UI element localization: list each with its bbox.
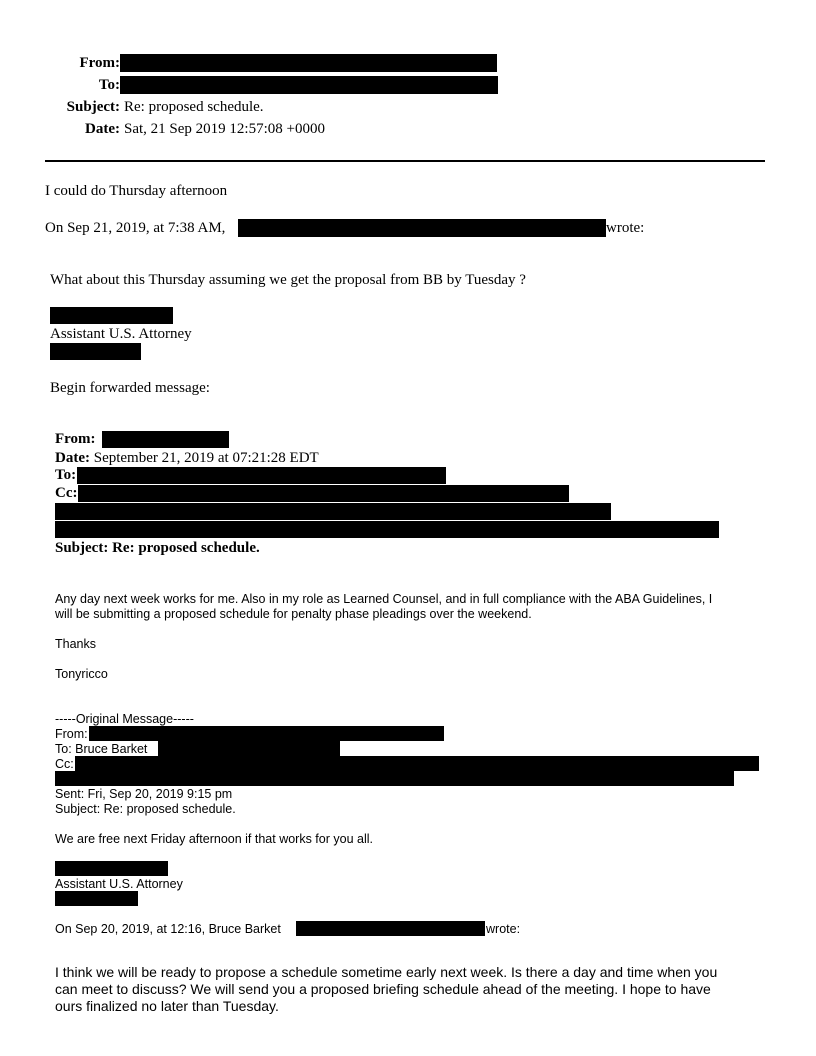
original-divider: -----Original Message----- (55, 712, 194, 726)
header-divider (45, 160, 765, 162)
date-value: Sat, 21 Sep 2019 12:57:08 +0000 (124, 121, 325, 137)
reply-text: I could do Thursday afternoon (45, 183, 228, 199)
redacted-sig-extra (50, 343, 141, 360)
redacted-orig-cc-1 (75, 756, 759, 771)
redacted-orig-sig-name (55, 861, 168, 876)
redacted-orig-to (158, 741, 340, 756)
redacted-sender (238, 219, 606, 237)
orig-sent: Sent: Fri, Sep 20, 2019 9:15 pm (55, 787, 233, 801)
quote-intro-pre: On Sep 21, 2019, at 7:38 AM, (45, 220, 226, 236)
redacted-orig-sig-extra (55, 891, 138, 906)
redacted-sig-name (50, 307, 173, 324)
subject-value: Re: proposed schedule. (124, 99, 264, 115)
last-line-3: ours finalized no later than Tuesday. (55, 998, 279, 1014)
fwd-subject (55, 540, 260, 557)
fwd-subject-value: Re: proposed schedule. (112, 540, 260, 556)
quote-intro (45, 220, 225, 237)
to-label: To: (98, 77, 120, 93)
orig-from-label: From: (55, 727, 88, 741)
subject-label: Subject: (66, 99, 120, 115)
orig-quote-intro-post: wrote: (486, 922, 521, 936)
date-label: Date: (85, 121, 120, 137)
fwd-to-label: To: (55, 467, 77, 483)
fwd-body-line-1: Any day next week works for me. Also in my role as Learned Counsel, and in full compliance with the ABA Guidelines, I (55, 592, 713, 606)
redacted-orig-from (89, 726, 444, 741)
orig-body: We are free next Friday afternoon if that works for you all. (55, 832, 373, 846)
fwd-cc-label: Cc: (55, 485, 78, 501)
fwd-subject-label: Subject: (55, 540, 109, 556)
redacted-from (120, 54, 497, 72)
orig-subject: Subject: Re: proposed schedule. (55, 802, 236, 816)
fwd-date (55, 450, 319, 467)
orig-quote-intro-pre: On Sep 20, 2019, at 12:16, Bruce Barket (55, 922, 281, 936)
last-line-1: I think we will be ready to propose a schedule sometime early next week. Is there a day and time when you (55, 964, 718, 980)
redacted-fwd-cc-2 (55, 503, 611, 520)
question-text: What about this Thursday assuming we get the proposal from BB by Tuesday ? (50, 272, 526, 288)
orig-sig-title: Assistant U.S. Attorney (55, 877, 183, 891)
redacted-fwd-cc-3 (55, 521, 719, 538)
redacted-fwd-from (102, 431, 229, 448)
last-line-2: can meet to discuss? We will send you a proposed briefing schedule ahead of the meeting. I hope to have (55, 981, 711, 997)
fwd-date-value: September 21, 2019 at 07:21:28 EDT (93, 450, 319, 466)
redacted-fwd-to (77, 467, 446, 484)
fwd-date-label: Date: (55, 450, 90, 466)
forward-note: Begin forwarded message: (50, 380, 210, 396)
orig-to-label: To: Bruce Barket (55, 742, 148, 756)
fwd-signature: Tonyricco (55, 667, 108, 681)
sig-title: Assistant U.S. Attorney (50, 326, 192, 342)
redacted-orig-quote-sender (296, 921, 485, 936)
orig-cc-label: Cc: (55, 757, 74, 771)
redacted-to (120, 76, 498, 94)
from-label: From: (79, 55, 120, 71)
redacted-orig-cc-2 (55, 771, 734, 786)
fwd-body-line-2: will be submitting a proposed schedule for penalty phase pleadings over the weekend. (55, 607, 532, 621)
redacted-fwd-cc-1 (78, 485, 569, 502)
quote-intro-post: wrote: (606, 220, 645, 236)
fwd-from-label: From: (55, 431, 96, 447)
fwd-thanks: Thanks (55, 637, 96, 651)
